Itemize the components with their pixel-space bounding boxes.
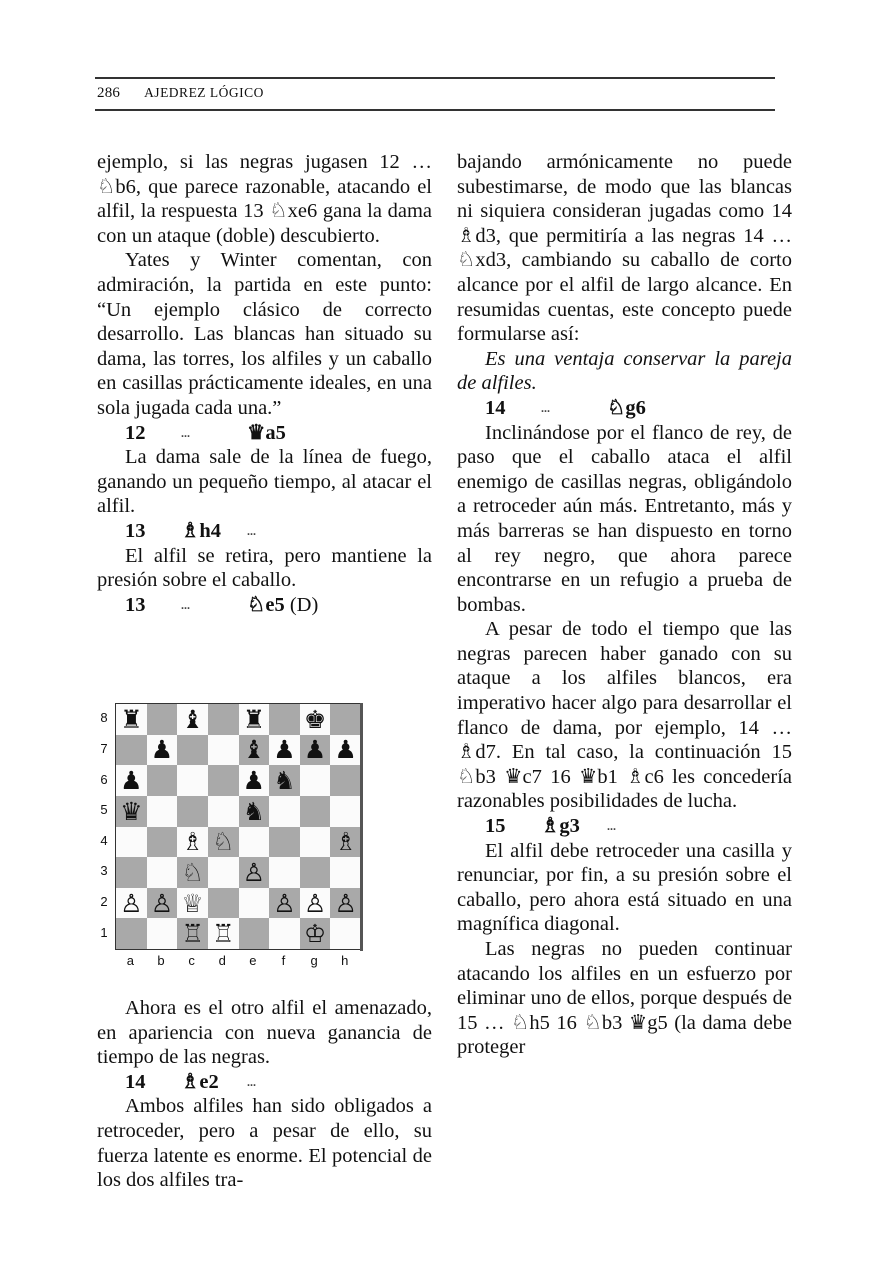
move-line xyxy=(97,421,432,446)
square-c7 xyxy=(177,735,208,766)
paragraph: Ahora es el otro alfil el amenazado, en apariencia con nueva ganancia de tiempo de las negras. xyxy=(97,997,432,1069)
square-h2 xyxy=(330,888,361,919)
move-line xyxy=(97,519,432,544)
white-pawn-icon: ♙ xyxy=(120,888,143,918)
square-h7 xyxy=(330,735,361,766)
square-c4 xyxy=(177,827,208,858)
square-e2 xyxy=(239,888,270,919)
square-h6 xyxy=(330,765,361,796)
square-f7 xyxy=(269,735,300,766)
paragraph: La dama sale de la línea de fuego, ganando un pequeño tiempo, al atacar el alfil. xyxy=(97,446,432,518)
move-number: 14 xyxy=(485,396,506,419)
maxim: Es una ventaja conservar la pareja de alfiles. xyxy=(457,347,792,395)
page-number: 286 xyxy=(97,85,121,101)
square-g4 xyxy=(300,827,331,858)
square-b5 xyxy=(147,796,178,827)
black-pawn-icon: ♟ xyxy=(334,735,357,765)
file-label: b xyxy=(157,953,165,968)
black-pawn-icon: ♟ xyxy=(303,735,327,765)
square-b2 xyxy=(147,888,178,919)
white-move: ... xyxy=(181,597,190,612)
square-d4 xyxy=(208,827,239,858)
move-line xyxy=(457,814,792,839)
square-h3 xyxy=(330,857,361,888)
black-move: ... xyxy=(247,1074,256,1089)
move-number: 13 xyxy=(125,593,146,616)
left-column-lower xyxy=(97,996,432,1193)
black-pawn-icon: ♟ xyxy=(150,735,174,765)
paragraph: Inclinándose por el flanco de rey, de paso que el caballo ataca el alfil enemigo de casillas negras, obligándolo a retroceder aún más. Entretanto, más y más barreras se han dispuesto en torno al rey negro, que ahora parece encontrarse en un refugio a prueba de bombas. xyxy=(457,421,792,616)
running-title: AJEDREZ LÓGICO xyxy=(144,85,264,100)
square-c1 xyxy=(177,918,208,949)
paragraph: El alfil debe retroceder una casilla y renunciar, por fin, a su presión sobre el caballo, pero ahora está situado en una magnífica diagonal. xyxy=(457,839,792,936)
square-f2 xyxy=(269,888,300,919)
square-f1 xyxy=(269,918,300,949)
square-c6 xyxy=(177,765,208,796)
white-knight-icon: ♘ xyxy=(211,827,235,857)
paragraph: A pesar de todo el tiempo que las negras parecen haber ganado con su ataque a los alfiles blancos, era imperativo hacer algo para desarrollar el flanco de dama, por ejemplo, 14 … ♗d7. En tal caso, la continuación 15 ♘b3 ♛c7 16 ♛b1 ♗c6 les concedería razonables posibilidades de lucha. xyxy=(457,618,792,813)
square-a3 xyxy=(116,857,147,888)
white-pawn-icon: ♙ xyxy=(303,888,327,918)
diagram-note: (D) xyxy=(289,593,319,616)
square-c8 xyxy=(177,704,208,735)
square-b6 xyxy=(147,765,178,796)
white-pawn-icon: ♙ xyxy=(334,888,357,918)
square-g5 xyxy=(300,796,331,827)
square-d1 xyxy=(208,918,239,949)
black-move: ♘g6 xyxy=(607,396,646,419)
square-a5 xyxy=(116,796,147,827)
move-number: 13 xyxy=(125,519,146,542)
black-rook-icon: ♜ xyxy=(120,704,143,734)
file-label: d xyxy=(218,953,226,968)
black-bishop-icon: ♝ xyxy=(242,735,266,765)
square-d6 xyxy=(208,765,239,796)
square-h4 xyxy=(330,827,361,858)
white-bishop-icon: ♗ xyxy=(181,827,204,857)
square-g2 xyxy=(300,888,331,919)
black-move: ♛a5 xyxy=(247,421,286,444)
square-f8 xyxy=(269,704,300,735)
black-pawn-icon: ♟ xyxy=(242,766,266,796)
square-f6 xyxy=(269,765,300,796)
rank-label: 1 xyxy=(100,924,108,940)
square-b4 xyxy=(147,827,178,858)
left-column xyxy=(97,150,432,617)
white-king-icon: ♔ xyxy=(303,919,327,949)
chess-board xyxy=(115,703,362,950)
black-pawn-icon: ♟ xyxy=(120,766,143,796)
board-shadow xyxy=(360,703,363,951)
square-b8 xyxy=(147,704,178,735)
square-a4 xyxy=(116,827,147,858)
square-h5 xyxy=(330,796,361,827)
square-g8 xyxy=(300,704,331,735)
rank-label: 4 xyxy=(100,832,108,848)
square-a2 xyxy=(116,888,147,919)
square-h8 xyxy=(330,704,361,735)
black-move: ♘e5 xyxy=(247,593,285,616)
file-label: g xyxy=(310,953,318,968)
header-rule-bottom xyxy=(95,109,775,111)
square-g3 xyxy=(300,857,331,888)
square-g1 xyxy=(300,918,331,949)
square-e6 xyxy=(239,765,270,796)
move-number: 12 xyxy=(125,421,146,444)
black-rook-icon: ♜ xyxy=(242,704,266,734)
rank-label: 2 xyxy=(100,894,108,910)
file-label: e xyxy=(249,953,257,968)
square-c2 xyxy=(177,888,208,919)
white-queen-icon: ♕ xyxy=(181,888,204,918)
move-line xyxy=(457,396,792,421)
square-b3 xyxy=(147,857,178,888)
black-queen-icon: ♛ xyxy=(120,796,143,826)
chess-diagram xyxy=(97,701,377,971)
paragraph: bajando armónicamente no puede subestimarse, de modo que las blancas ni siquiera consideran jugadas como 14 ♗d3, que permitiría a las negras 14 … ♘xd3, cambiando su caballo de corto alcance por el alfil de largo alcance. En resumidas cuentas, este concepto puede formularse así: xyxy=(457,151,792,346)
square-e1 xyxy=(239,918,270,949)
rank-label: 3 xyxy=(100,863,108,879)
white-move: ♗g3 xyxy=(541,815,580,838)
square-a7 xyxy=(116,735,147,766)
paragraph: El alfil se retira, pero mantiene la presión sobre el caballo. xyxy=(97,544,432,592)
white-pawn-icon: ♙ xyxy=(273,888,296,918)
square-e5 xyxy=(239,796,270,827)
rank-label: 5 xyxy=(100,802,108,818)
black-knight-icon: ♞ xyxy=(273,766,296,796)
white-move: ♗h4 xyxy=(181,519,222,542)
square-h1 xyxy=(330,918,361,949)
file-label: h xyxy=(341,953,349,968)
white-rook-icon: ♖ xyxy=(181,919,204,949)
running-header xyxy=(97,85,264,102)
rank-label: 6 xyxy=(100,771,108,787)
black-move: ... xyxy=(247,523,256,538)
black-king-icon: ♚ xyxy=(303,704,327,734)
paragraph: Ambos alfiles han sido obligados a retroceder, pero a pesar de ello, su fuerza latente es enorme. El potencial de los dos alfiles tra- xyxy=(97,1095,432,1192)
paragraph: Yates y Winter comentan, con admiración, la partida en este punto: “Un ejemplo clásico de correcto desarrollo. Las blancas han situado su dama, las torres, los alfiles y un caballo en casillas prácticamente ideales, en una sola jugada cada una.” xyxy=(97,249,432,419)
right-column xyxy=(457,150,792,1060)
paragraph: ejemplo, si las negras jugasen 12 … ♘b6, que parece razonable, atacando el alfil, la respuesta 13 ♘xe6 gana la dama con un ataque (doble) descubierto. xyxy=(97,151,432,247)
square-d8 xyxy=(208,704,239,735)
black-pawn-icon: ♟ xyxy=(273,735,296,765)
white-rook-icon: ♖ xyxy=(211,919,235,949)
square-d7 xyxy=(208,735,239,766)
file-label: c xyxy=(188,953,195,968)
white-move: ♗e2 xyxy=(181,1070,219,1093)
move-line xyxy=(97,1070,432,1095)
square-a8 xyxy=(116,704,147,735)
white-pawn-icon: ♙ xyxy=(242,857,266,887)
square-a6 xyxy=(116,765,147,796)
square-f3 xyxy=(269,857,300,888)
square-d3 xyxy=(208,857,239,888)
square-d2 xyxy=(208,888,239,919)
white-knight-icon: ♘ xyxy=(181,857,204,887)
square-e3 xyxy=(239,857,270,888)
white-move: ... xyxy=(181,425,190,440)
file-label: f xyxy=(281,953,286,968)
white-move: ... xyxy=(541,400,550,415)
white-pawn-icon: ♙ xyxy=(150,888,174,918)
rank-label: 7 xyxy=(100,740,108,756)
square-f5 xyxy=(269,796,300,827)
square-b7 xyxy=(147,735,178,766)
square-b1 xyxy=(147,918,178,949)
square-e4 xyxy=(239,827,270,858)
square-e8 xyxy=(239,704,270,735)
header-rule-top xyxy=(95,77,775,79)
square-g7 xyxy=(300,735,331,766)
square-g6 xyxy=(300,765,331,796)
square-d5 xyxy=(208,796,239,827)
move-line xyxy=(97,593,432,618)
file-label: a xyxy=(126,953,134,968)
paragraph: Las negras no pueden continuar atacando los alfiles en un esfuerzo por eliminar uno de ellos, porque después de 15 … ♘h5 16 ♘b3 ♛g5 (la dama debe proteger xyxy=(457,938,792,1059)
rank-label: 8 xyxy=(100,710,108,726)
move-number: 15 xyxy=(485,815,506,838)
black-bishop-icon: ♝ xyxy=(181,704,204,734)
black-knight-icon: ♞ xyxy=(242,796,266,826)
white-bishop-icon: ♗ xyxy=(334,827,357,857)
square-e7 xyxy=(239,735,270,766)
square-c5 xyxy=(177,796,208,827)
move-number: 14 xyxy=(125,1070,146,1093)
square-a1 xyxy=(116,918,147,949)
square-c3 xyxy=(177,857,208,888)
black-move: ... xyxy=(607,819,616,834)
square-f4 xyxy=(269,827,300,858)
